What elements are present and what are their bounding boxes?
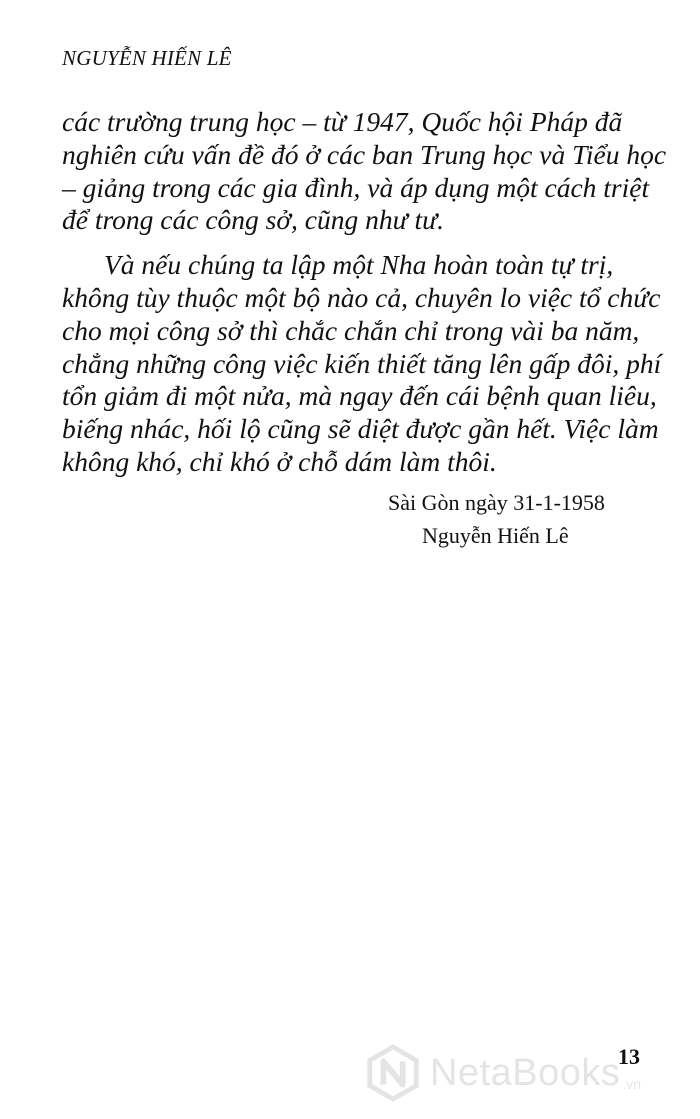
watermark-suffix: .vn: [622, 1076, 642, 1092]
text-line: các trường trung học – từ 1947, Quốc hội Pháp đã: [62, 106, 623, 137]
text-line: cho mọi công sở thì chắc chắn chỉ trong vài ba năm,: [62, 314, 640, 346]
page-number: 13: [618, 1044, 640, 1069]
text-line: không khó, chỉ khó ở chỗ dám làm thôi.: [62, 445, 497, 477]
main-text: [62, 106, 667, 479]
text-line: – giảng trong các gia đình, và áp dụng một cách triệt: [62, 171, 650, 203]
signature-block: [388, 486, 605, 552]
netabooks-n-logo-icon: [364, 1044, 422, 1102]
watermark: [364, 1044, 641, 1102]
text-line: chẳng những công việc kiến thiết tăng lên gấp đôi, phí: [62, 347, 662, 379]
running-header: NGUYỄN HIẾN LÊ: [62, 46, 232, 70]
signature-place-date: Sài Gòn ngày 31-1-1958: [388, 490, 605, 515]
watermark-text: NetaBooks: [430, 1051, 621, 1094]
text-line: tổn giảm đi một nửa, mà ngay đến cái bệnh quan liêu,: [62, 380, 657, 412]
paragraph-1: [62, 106, 667, 237]
text-line: không tùy thuộc một bộ nào cả, chuyên lo việc tổ chức: [62, 281, 661, 313]
paragraph-gap: [62, 237, 642, 249]
text-line: để trong các công sở, cũng như tư.: [62, 204, 444, 236]
paragraph-2: [62, 249, 662, 479]
text-line: nghiên cứu vấn đề đó ở các ban Trung học và Tiểu học: [62, 138, 667, 170]
text-line: biếng nhác, hối lộ cũng sẽ diệt được gần hết. Việc làm: [62, 413, 659, 445]
signature-author: Nguyễn Hiến Lê: [422, 523, 569, 548]
text-line: Và nếu chúng ta lập một Nha hoàn toàn tự trị,: [104, 249, 614, 281]
